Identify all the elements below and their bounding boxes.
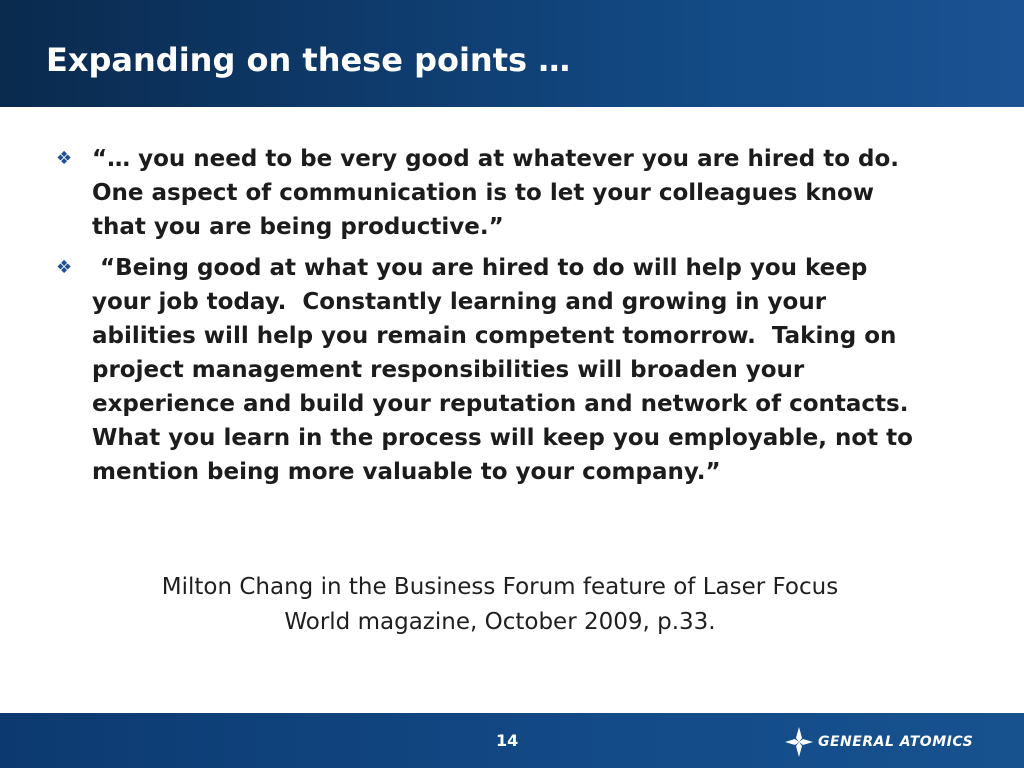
bullet-text: “Being good at what you are hired to do will help you keep your job today. Constantly learning and growing in your abilities will help you remain competent tomorrow. Taking on project management responsibilities will broaden your experience and build your reputation and network of contacts. What you learn in the process will keep you employable, not to mention being more valuable to your company.” [92,255,925,485]
page-number: 14 [496,731,519,750]
bullet-item [56,251,926,489]
attribution-line-2: World magazine, October 2009, p.33. [284,609,716,635]
footer-bar [0,713,1024,768]
general-atomics-logo-icon [785,727,813,757]
attribution-line-1: Milton Chang in the Business Forum feature of Laser Focus [161,574,839,600]
logo-wordmark: GENERAL ATOMICS [818,734,974,750]
attribution [40,570,960,640]
bullet-text: “… you need to be very good at whatever you are hired to do. One aspect of communication is to let your colleagues know that you are being productive.” [92,146,900,240]
general-atomics-logo [785,727,995,757]
header-bar [0,0,1024,107]
slide-title: Expanding on these points … [46,41,571,79]
diamond-bullet-icon: ❖ [56,148,73,169]
diamond-bullet-icon: ❖ [56,257,73,278]
bullet-list [56,142,926,496]
bullet-item [56,142,926,244]
